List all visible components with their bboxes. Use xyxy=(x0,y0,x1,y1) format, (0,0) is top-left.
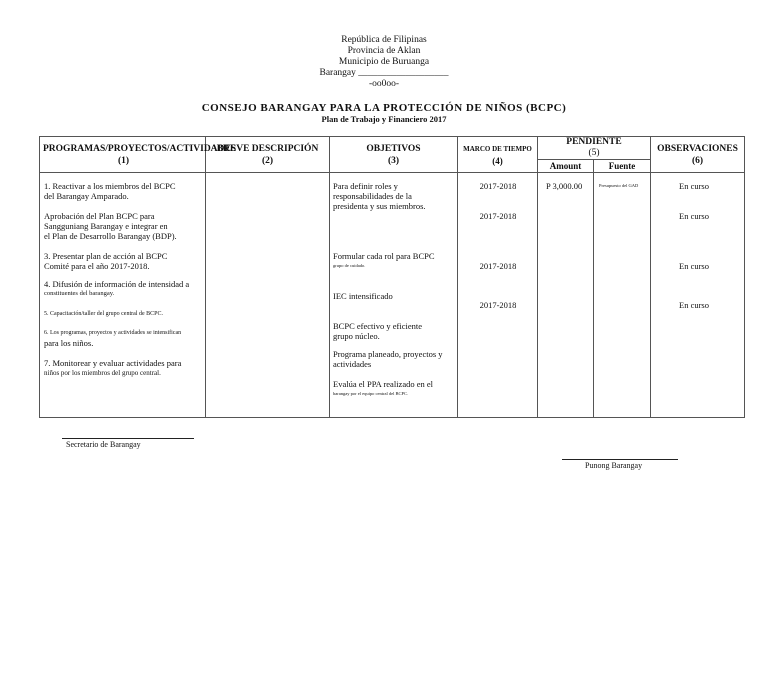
header-marco-label: MARCO DE TIEMPO xyxy=(463,144,532,153)
header-programas xyxy=(40,137,237,173)
header-marco xyxy=(458,137,538,173)
header-amount: Amount xyxy=(538,160,594,173)
programa-1-line-1: 1. Reactivar a los miembros del BCPC xyxy=(44,181,176,191)
programa-7-line-2: niños por los miembros del grupo central. xyxy=(44,369,161,377)
header-barangay: Barangay ___________________ xyxy=(319,68,449,78)
header-pendiente-num: (5) xyxy=(588,148,600,158)
programas-cell xyxy=(40,173,206,418)
punong-signature-line xyxy=(562,459,678,460)
header-marco-num: (4) xyxy=(492,155,503,166)
fuente-value: Presupuesto del GAD xyxy=(599,183,639,188)
breve-descripcion-cell xyxy=(206,173,330,418)
programa-7-line-1: 7. Monitorear y evaluar actividades para xyxy=(44,358,182,368)
objetivo-5-line-2: actividades xyxy=(333,359,372,369)
header-programas-num: (1) xyxy=(118,155,130,166)
header-observaciones xyxy=(651,137,745,173)
observacion-2: En curso xyxy=(679,211,709,221)
programa-5: 5. Capacitación/taller del grupo central de BCPC. xyxy=(44,311,163,317)
programa-4-line-2: constituentes del barangay. xyxy=(44,290,115,297)
amount-value: P 3,000.00 xyxy=(546,181,583,191)
objetivo-6-line-2: barangay por el equipo central del BCPC. xyxy=(333,391,409,396)
header-separator: -oo0oo- xyxy=(368,79,400,89)
objetivo-4-line-1: BCPC efectivo y eficiente xyxy=(333,321,422,331)
objetivo-4-line-2: grupo núcleo. xyxy=(333,331,380,341)
marco-4: 2017-2018 xyxy=(479,300,517,310)
header-province: Provincia de Aklan xyxy=(347,46,421,56)
header-observaciones-num: (6) xyxy=(691,155,704,166)
objetivo-2-line-1: Formular cada rol para BCPC xyxy=(333,251,435,261)
objetivo-1-line-1: Para definir roles y xyxy=(333,181,398,191)
header-pendiente-label: PENDIENTE xyxy=(566,137,622,147)
work-plan-table xyxy=(39,136,745,418)
secretario-label: Secretario de Barangay xyxy=(66,440,141,449)
header-objetivos xyxy=(330,137,458,173)
programa-3-line-1: 3. Presentar plan de acción al BCPC xyxy=(44,251,168,261)
objetivo-2-line-2: grupo de cuidado. xyxy=(333,263,366,268)
header-breve-num: (2) xyxy=(261,155,274,166)
header-observaciones-label: OBSERVACIONES xyxy=(657,143,738,154)
fuente-cell xyxy=(594,173,651,418)
programa-2-line-1: Aprobación del Plan BCPC para xyxy=(44,211,155,221)
header-objetivos-label: OBJETIVOS xyxy=(366,143,421,154)
marco-2: 2017-2018 xyxy=(479,211,517,221)
marco-3: 2017-2018 xyxy=(479,261,517,271)
header-objetivos-num: (3) xyxy=(387,155,400,166)
observacion-3: En curso xyxy=(679,261,709,271)
objetivo-1-line-3: presidenta y sus miembros. xyxy=(333,201,426,211)
header-pendiente xyxy=(538,137,651,160)
header-municipality: Municipio de Buruanga xyxy=(338,57,430,67)
punong-label: Punong Barangay xyxy=(585,461,643,470)
document-subtitle: Plan de Trabajo y Financiero 2017 xyxy=(321,114,447,124)
observacion-1: En curso xyxy=(679,181,709,191)
programa-3-line-2: Comité para el año 2017-2018. xyxy=(44,261,150,271)
programa-2-line-3: el Plan de Desarrollo Barangay (BDP). xyxy=(44,231,177,241)
marco-cell xyxy=(458,173,538,418)
objetivo-6-line-1: Evalúa el PPA realizado en el xyxy=(333,379,434,389)
objetivos-cell xyxy=(330,173,458,418)
document-title: CONSEJO BARANGAY PARA LA PROTECCIÓN DE NIÑOS (BCPC) xyxy=(201,102,567,114)
programa-6-line-2: para los niños. xyxy=(44,338,94,348)
objetivo-5-line-1: Programa planeado, proyectos y xyxy=(333,349,443,359)
observaciones-cell xyxy=(651,173,745,418)
programa-1-line-2: del Barangay Amparado. xyxy=(44,191,129,201)
secretario-signature-line xyxy=(62,438,194,439)
header-programas-label: PROGRAMAS/PROYECTOS/ACTIVIDADES xyxy=(43,143,237,154)
header-republic: República de Filipinas xyxy=(341,35,427,45)
programa-6-line-1: 6. Los programas, proyectos y actividades se intensifican xyxy=(44,330,182,336)
header-fuente: Fuente xyxy=(594,160,651,173)
objetivo-1-line-2: responsabilidades de la xyxy=(333,191,412,201)
header-breve-label: BREVE DESCRIPCIÓN xyxy=(216,143,319,154)
marco-1: 2017-2018 xyxy=(479,181,517,191)
amount-cell xyxy=(538,173,594,418)
programa-4-line-1: 4. Difusión de información de intensidad a xyxy=(44,279,190,289)
objetivo-3: IEC intensificado xyxy=(333,291,393,301)
observacion-4: En curso xyxy=(679,300,709,310)
header-breve xyxy=(206,137,330,173)
programa-2-line-2: Sangguniang Barangay e integrar en xyxy=(44,221,168,231)
